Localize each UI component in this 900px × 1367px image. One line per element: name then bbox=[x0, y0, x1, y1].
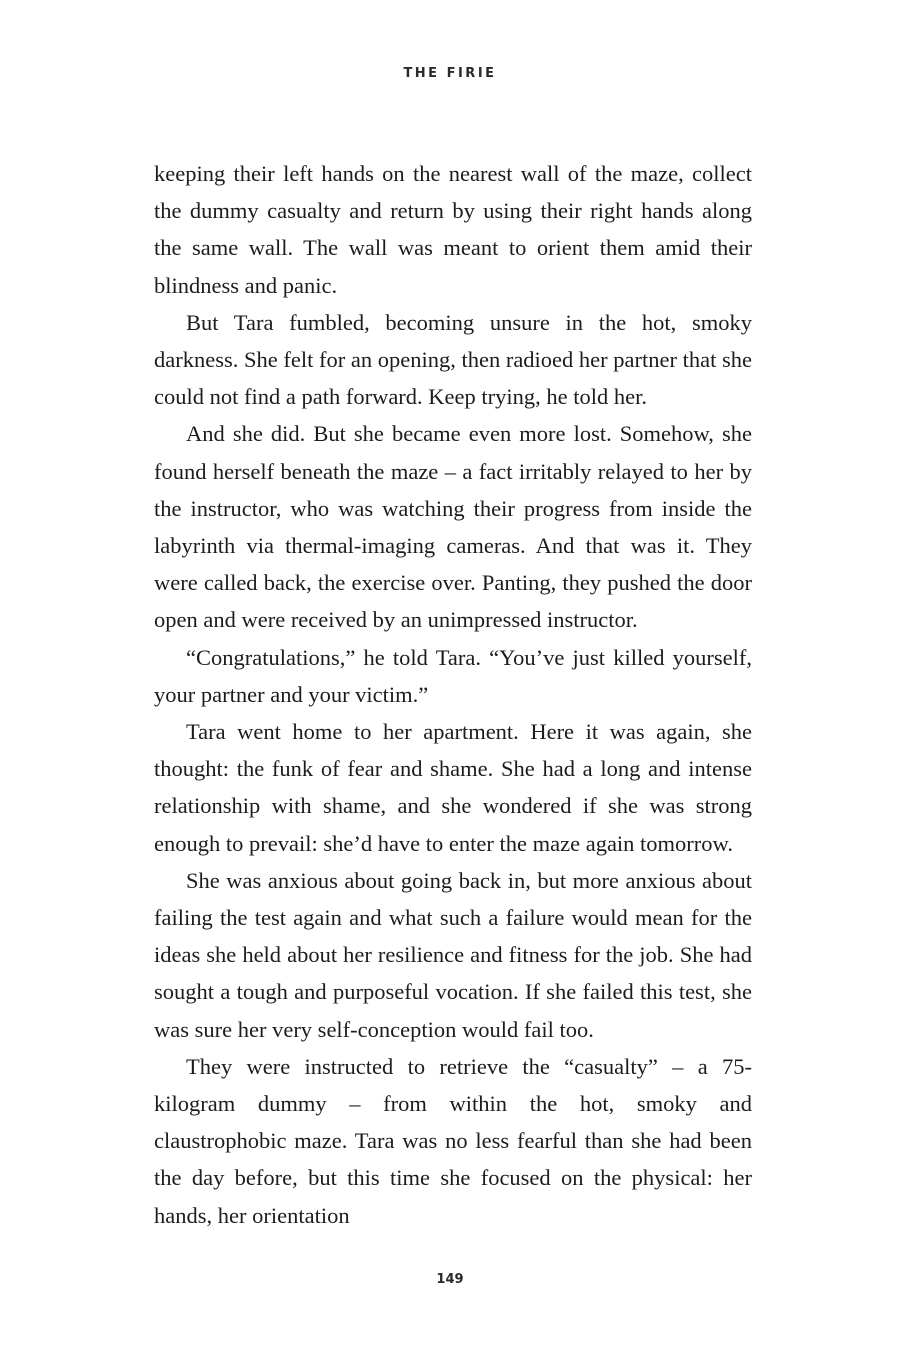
paragraph: “Congratulations,” he told Tara. “You’ve just killed yourself, your partner and your victim.” bbox=[154, 644, 752, 707]
paragraph: She was anxious about going back in, but more anxious about failing the test again and what such a failure would mean for the ideas she held about her resilience and fitness for the job. She had sought a tough and purposeful vocation. If she failed this test, she was sure her very self-conception would fail too. bbox=[154, 867, 752, 1042]
running-head: THE FIRIE bbox=[403, 66, 497, 81]
body-text bbox=[154, 155, 752, 1234]
page-number: 149 bbox=[436, 1272, 464, 1287]
paragraph: And she did. But she became even more lost. Somehow, she found herself beneath the maze – a fact irritably relayed to her by the instructor, who was watching their progress from inside the labyrinth via thermal-imaging cameras. And that was it. They were called back, the exercise over. Panting, they pushed the door open and were received by an unimpressed instructor. bbox=[154, 421, 752, 633]
paragraph: They were instructed to retrieve the “casualty” – a 75-kilogram dummy – from within the hot, smoky and claustrophobic maze. Tara was no less fearful than she had been the day before, but this time she focused on the physical: her hands, her orientation bbox=[154, 1053, 752, 1228]
paragraph: Tara went home to her apartment. Here it was again, she thought: the funk of fear and shame. She had a long and intense relationship with shame, and she wondered if she was strong enough to prevail: she’d have to enter the maze again tomorrow. bbox=[154, 719, 752, 856]
paragraph-continued: keeping their left hands on the nearest wall of the maze, collect the dummy casualty and return by using their right hands along the same wall. The wall was meant to orient them amid their blindness and panic. bbox=[154, 161, 752, 298]
paragraph: But Tara fumbled, becoming unsure in the hot, smoky darkness. She felt for an opening, then radioed her partner that she could not find a path forward. Keep trying, he told her. bbox=[154, 309, 752, 410]
